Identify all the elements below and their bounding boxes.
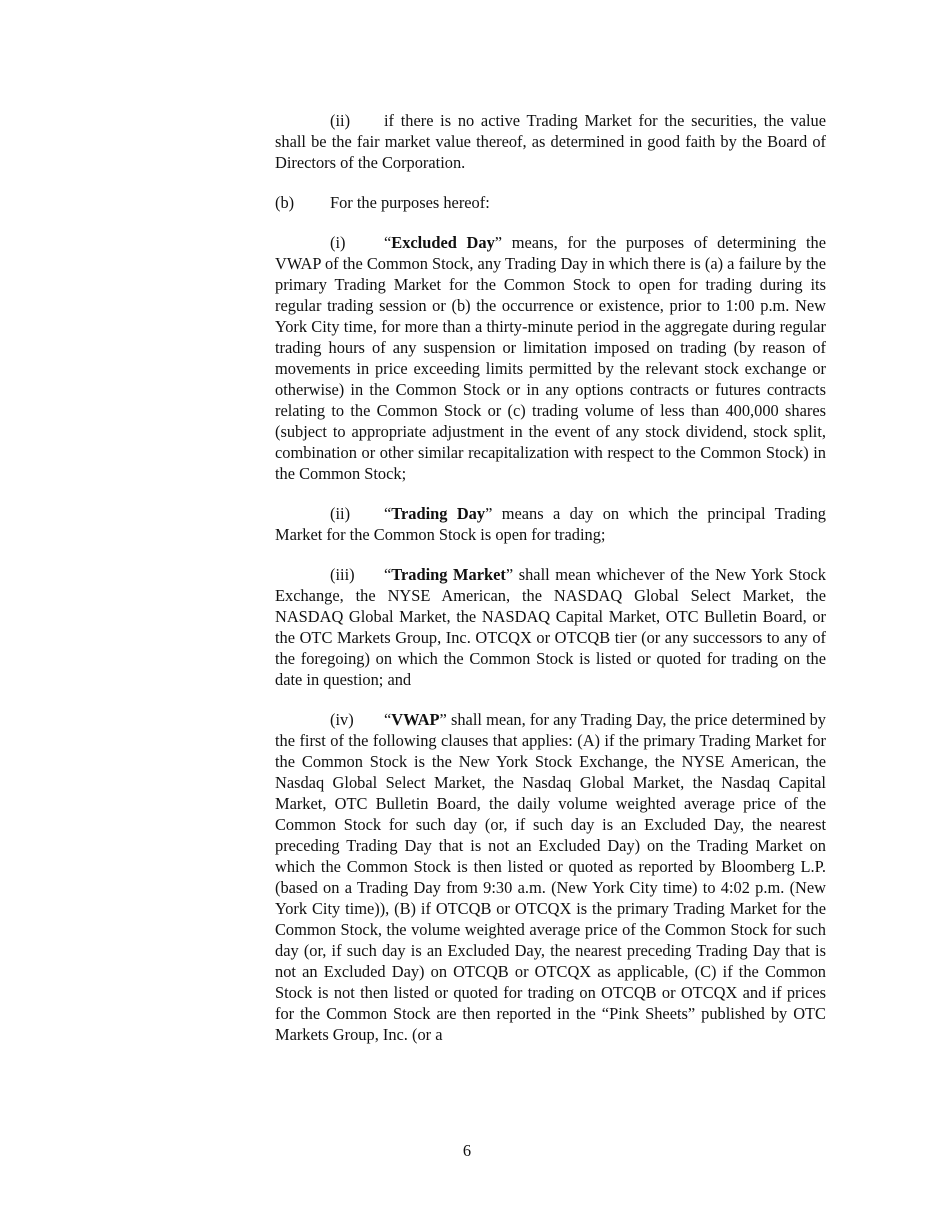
open-quote: “ [384, 504, 392, 523]
definition-text: ” shall mean whichever of the New York Stock Exchange, the NYSE American, the NASDAQ Global Select Market, the NASDAQ Global Market, the NASDAQ Capital Market, OTC Bulletin Board, or the OTC Markets Group, Inc. OTCQX or OTCQB tier (or any successors to any of the foregoing) on which the Common Stock is listed or quoted for trading on the date in question; and [275, 565, 826, 689]
clause-number: (iv) [330, 710, 354, 729]
paragraph-text: For the purposes hereof: [330, 193, 490, 212]
open-quote: “ [384, 710, 392, 729]
definition-trading-day [275, 503, 826, 545]
clause-number: (ii) [330, 504, 351, 523]
paragraph-a-ii [275, 110, 826, 173]
definition-text: ” means a day on which the principal Trading Market for the Common Stock is open for trading; [275, 504, 826, 544]
clause-number: (ii) [330, 111, 351, 130]
clause-number: (b) [275, 193, 295, 212]
paragraph-b [275, 192, 826, 213]
defined-term: VWAP [391, 710, 440, 729]
definition-trading-market [275, 564, 826, 690]
document-page [275, 110, 826, 1045]
defined-term: Excluded Day [391, 233, 495, 252]
definition-text: ” shall mean, for any Trading Day, the price determined by the first of the following clauses that applies: (A) if the primary Trading Market for the Common Stock is the New York Stock Exchange, the NYSE American, the Nasdaq Global Select Market, the Nasdaq Global Market, the Nasdaq Capital Market, OTC Bulletin Board, the daily volume weighted average price of the Common Stock for such day (or, if such day is an Excluded Day, the nearest preceding Trading Day that is not an Excluded Day) on the Trading Market on which the Common Stock is then listed or quoted as reported by Bloomberg L.P. (based on a Trading Day from 9:30 a.m. (New York City time) to 4:02 p.m. (New York City time)), (B) if OTCQB or OTCQX is the primary Trading Market for the Common Stock, the volume weighted average price of the Common Stock for such day (or, if such day is an Excluded Day, the nearest preceding Trading Day that is not an Excluded Day) on OTCQB or OTCQX as applicable, (C) if the Common Stock is not then listed or quoted for trading on OTCQB or OTCQX and if prices for the Common Stock are then reported in the “Pink Sheets” published by OTC Markets Group, Inc. (or a [275, 710, 826, 1044]
definition-excluded-day [275, 232, 826, 484]
definition-vwap [275, 709, 826, 1045]
open-quote: “ [384, 565, 392, 584]
defined-term: Trading Day [391, 504, 486, 523]
paragraph-text: if there is no active Trading Market for the securities, the value shall be the fair market value thereof, as determined in good faith by the Board of Directors of the Corporation. [275, 111, 826, 172]
page-number: 6 [462, 1141, 472, 1160]
defined-term: Trading Market [391, 565, 506, 584]
definition-text: ” means, for the purposes of determining the VWAP of the Common Stock, any Trading Day in which there is (a) a failure by the primary Trading Market for the Common Stock to open for trading during its regular trading session or (b) the occurrence or existence, prior to 1:00 p.m. New York City time, for more than a thirty-minute period in the aggregate during regular trading hours of any suspension or limitation imposed on trading (by reason of movements in price exceeding limits permitted by the relevant stock exchange or otherwise) in the Common Stock or in any options contracts or futures contracts relating to the Common Stock or (c) trading volume of less than 400,000 shares (subject to appropriate adjustment in the event of any stock dividend, stock split, combination or other similar recapitalization with respect to the Common Stock) in the Common Stock; [275, 233, 826, 483]
open-quote: “ [384, 233, 392, 252]
clause-number: (iii) [330, 565, 355, 584]
clause-number: (i) [330, 233, 346, 252]
